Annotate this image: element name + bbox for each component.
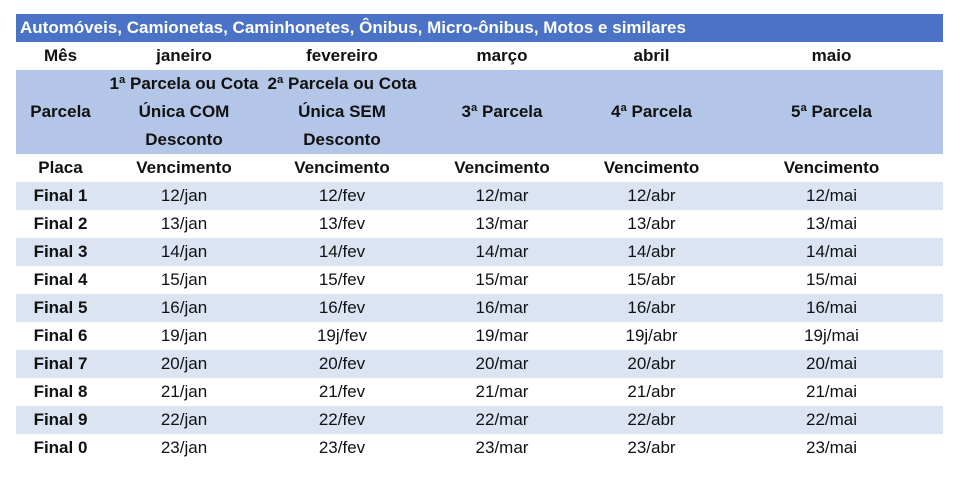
due-date-cell: 14/fev (263, 238, 421, 266)
table-row (16, 350, 943, 378)
due-date-cell: 20/jan (105, 350, 263, 378)
due-date-cell: 19/jan (105, 322, 263, 350)
placa-final-cell: Final 9 (16, 406, 105, 434)
placa-final-cell: Final 7 (16, 350, 105, 378)
placa-header-row (16, 154, 943, 182)
due-date-cell: 19/mar (421, 322, 583, 350)
due-date-cell: 23/abr (583, 434, 720, 462)
vencimento-header: Vencimento (583, 154, 720, 182)
vencimento-header: Vencimento (105, 154, 263, 182)
due-date-cell: 15/mai (720, 266, 943, 294)
due-date-cell: 22/mai (720, 406, 943, 434)
parcela-cell: 2ª Parcela ou Cota Única SEM Desconto (263, 70, 421, 154)
due-date-cell: 23/mai (720, 434, 943, 462)
month-cell: maio (720, 42, 943, 70)
due-date-cell: 14/mar (421, 238, 583, 266)
due-date-cell: 15/fev (263, 266, 421, 294)
due-date-cell: 16/mar (421, 294, 583, 322)
table-title: Automóveis, Camionetas, Caminhonetes, Ônibus, Micro-ônibus, Motos e similares (16, 14, 943, 42)
vencimento-header: Vencimento (263, 154, 421, 182)
due-date-cell: 20/mai (720, 350, 943, 378)
month-row (16, 42, 943, 70)
due-date-cell: 12/abr (583, 182, 720, 210)
table-row (16, 322, 943, 350)
due-date-cell: 16/jan (105, 294, 263, 322)
vencimento-header: Vencimento (421, 154, 583, 182)
placa-final-cell: Final 2 (16, 210, 105, 238)
parcela-row (16, 70, 943, 154)
month-cell: abril (583, 42, 720, 70)
placa-final-cell: Final 3 (16, 238, 105, 266)
due-date-cell: 16/mai (720, 294, 943, 322)
due-date-cell: 16/fev (263, 294, 421, 322)
table-row (16, 434, 943, 462)
due-date-cell: 22/mar (421, 406, 583, 434)
due-date-cell: 14/mai (720, 238, 943, 266)
due-date-cell: 21/mai (720, 378, 943, 406)
placa-final-cell: Final 8 (16, 378, 105, 406)
table-row (16, 378, 943, 406)
due-date-cell: 12/jan (105, 182, 263, 210)
due-date-cell: 21/jan (105, 378, 263, 406)
placa-final-cell: Final 4 (16, 266, 105, 294)
parcela-cell: 5ª Parcela (720, 70, 943, 154)
table-row (16, 182, 943, 210)
due-date-cell: 23/fev (263, 434, 421, 462)
due-date-cell: 21/mar (421, 378, 583, 406)
placa-label: Placa (16, 154, 105, 182)
month-cell: janeiro (105, 42, 263, 70)
due-date-cell: 22/jan (105, 406, 263, 434)
due-date-cell: 15/mar (421, 266, 583, 294)
due-date-cell: 21/fev (263, 378, 421, 406)
table-row (16, 406, 943, 434)
due-date-cell: 13/fev (263, 210, 421, 238)
month-cell: fevereiro (263, 42, 421, 70)
table-row (16, 294, 943, 322)
due-date-cell: 23/mar (421, 434, 583, 462)
placa-final-cell: Final 0 (16, 434, 105, 462)
placa-final-cell: Final 5 (16, 294, 105, 322)
due-date-cell: 20/mar (421, 350, 583, 378)
due-date-cell: 12/mar (421, 182, 583, 210)
schedule-container (16, 14, 943, 462)
due-date-cell: 15/abr (583, 266, 720, 294)
due-date-table (16, 42, 943, 462)
due-date-cell: 16/abr (583, 294, 720, 322)
placa-final-cell: Final 1 (16, 182, 105, 210)
placa-final-cell: Final 6 (16, 322, 105, 350)
due-date-cell: 22/fev (263, 406, 421, 434)
parcela-cell: 4ª Parcela (583, 70, 720, 154)
due-date-cell: 20/fev (263, 350, 421, 378)
due-date-cell: 12/fev (263, 182, 421, 210)
due-date-cell: 19j/mai (720, 322, 943, 350)
month-cell: março (421, 42, 583, 70)
due-date-cell: 14/abr (583, 238, 720, 266)
parcela-cell: 1ª Parcela ou Cota Única COM Desconto (105, 70, 263, 154)
parcela-label: Parcela (16, 70, 105, 154)
due-date-cell: 23/jan (105, 434, 263, 462)
table-row (16, 210, 943, 238)
due-date-cell: 13/abr (583, 210, 720, 238)
due-date-cell: 19j/fev (263, 322, 421, 350)
due-date-cell: 13/mai (720, 210, 943, 238)
due-date-cell: 13/jan (105, 210, 263, 238)
table-row (16, 238, 943, 266)
month-label: Mês (16, 42, 105, 70)
due-date-cell: 12/mai (720, 182, 943, 210)
due-date-cell: 19j/abr (583, 322, 720, 350)
table-row (16, 266, 943, 294)
due-date-cell: 20/abr (583, 350, 720, 378)
vencimento-header: Vencimento (720, 154, 943, 182)
parcela-cell: 3ª Parcela (421, 70, 583, 154)
due-date-cell: 13/mar (421, 210, 583, 238)
due-date-cell: 21/abr (583, 378, 720, 406)
due-date-cell: 15/jan (105, 266, 263, 294)
due-date-cell: 22/abr (583, 406, 720, 434)
due-date-cell: 14/jan (105, 238, 263, 266)
